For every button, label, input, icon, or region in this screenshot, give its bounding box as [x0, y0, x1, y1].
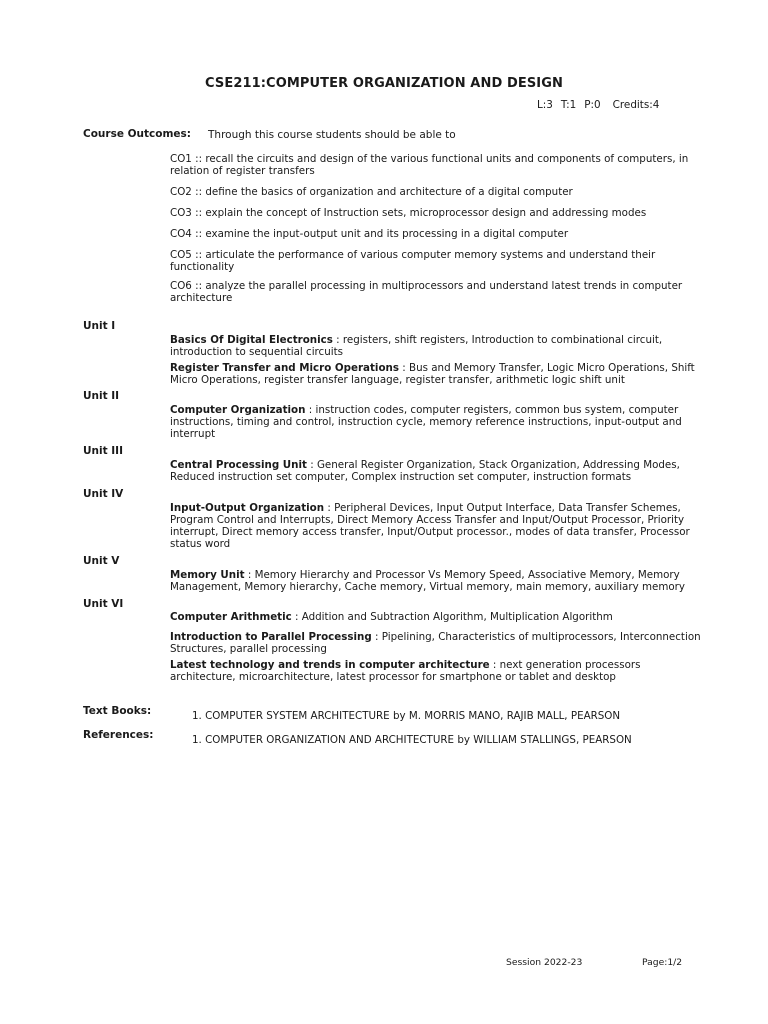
course-title: CSE211:COMPUTER ORGANIZATION AND DESIGN	[205, 76, 563, 91]
topic-heading: Computer Organization	[170, 404, 306, 416]
unit-label: Unit III	[83, 445, 123, 457]
topic-text: : Memory Hierarchy and Processor Vs Memory Speed, Associative Memory, Memory Management, Memory hierarchy, Cache memory, Virtual memory, main memory, auxiliary memory	[170, 569, 685, 593]
lecture-hours: L:3	[537, 99, 553, 111]
unit-label: Unit II	[83, 390, 120, 402]
topic-block	[170, 362, 705, 386]
credit-count: Credits:4	[612, 99, 660, 111]
topic-text: : Pipelining, Characteristics of multiprocessors, Interconnection Structures, parallel processing	[170, 631, 701, 655]
unit-label: Unit IV	[83, 488, 124, 500]
topic-block	[170, 611, 705, 623]
page-number: Page:1/2	[642, 957, 683, 968]
topic-text: : instruction codes, computer registers, common bus system, computer instructions, timing and control, instruction cycle, memory reference instructions, input-output and interrupt	[170, 404, 682, 440]
topic-text: : next generation processors architecture, microarchitecture, latest processor for smartphone or tablet and desktop	[170, 659, 641, 683]
reference-item: 1. COMPUTER ORGANIZATION AND ARCHITECTURE by WILLIAM STALLINGS, PEARSON	[192, 734, 632, 746]
references-label: References:	[83, 729, 154, 741]
topic-text: : Peripheral Devices, Input Output Interface, Data Transfer Schemes, Program Control and Interrupts, Direct Memory Access Transfer and Input/Output Processor, Priority interrupt, Direct memory access transfer, Input/Output processor., modes of data transfer, Processor status word	[170, 502, 690, 550]
course-outcomes-intro: Through this course students should be able to	[208, 129, 456, 141]
session-label: Session 2022-23	[506, 957, 583, 968]
topic-block	[170, 404, 705, 440]
course-outcome-item: CO3 :: explain the concept of Instruction sets, microprocessor design and addressing modes	[170, 207, 647, 219]
topic-block	[170, 459, 705, 483]
unit-label: Unit I	[83, 320, 116, 332]
topic-heading: Computer Arithmetic	[170, 611, 292, 623]
topic-text: : registers, shift registers, Introduction to combinational circuit, introduction to sequential circuits	[170, 334, 663, 358]
topic-text: : Bus and Memory Transfer, Logic Micro Operations, Shift Micro Operations, register transfer language, register transfer, arithmetic logic shift unit	[170, 362, 695, 386]
course-outcomes-label: Course Outcomes:	[83, 128, 191, 140]
text-book-item: 1. COMPUTER SYSTEM ARCHITECTURE by M. MORRIS MANO, RAJIB MALL, PEARSON	[192, 710, 621, 722]
topic-heading: Memory Unit	[170, 569, 245, 581]
topic-text: : General Register Organization, Stack Organization, Addressing Modes, Reduced instruction set computer, Complex instruction set computer, instruction formats	[170, 459, 680, 483]
topic-heading: Latest technology and trends in computer architecture	[170, 659, 490, 671]
topic-heading: Introduction to Parallel Processing	[170, 631, 372, 643]
practical-hours: P:0	[584, 99, 601, 111]
topic-block	[170, 334, 705, 358]
topic-block	[170, 502, 705, 550]
topic-block	[170, 631, 705, 655]
course-outcome-item: CO1 :: recall the circuits and design of the various functional units and components of computers, in relation of register transfers	[170, 153, 689, 177]
unit-label: Unit VI	[83, 598, 124, 610]
topic-block	[170, 659, 705, 683]
course-outcome-item: CO4 :: examine the input-output unit and its processing in a digital computer	[170, 228, 569, 240]
unit-label: Unit V	[83, 555, 120, 567]
topic-text: : Addition and Subtraction Algorithm, Multiplication Algorithm	[291, 611, 613, 623]
topic-heading: Central Processing Unit	[170, 459, 307, 471]
text-books-label: Text Books:	[83, 705, 152, 717]
course-outcome-item: CO6 :: analyze the parallel processing in multiprocessors and understand latest trends in computer architecture	[170, 280, 683, 304]
topic-heading: Input-Output Organization	[170, 502, 325, 514]
topic-heading: Register Transfer and Micro Operations	[170, 362, 399, 374]
topic-block	[170, 569, 705, 593]
course-outcome-item: CO5 :: articulate the performance of various computer memory systems and understand their functionality	[170, 249, 656, 273]
tutorial-hours: T:1	[560, 99, 577, 111]
topic-heading: Basics Of Digital Electronics	[170, 334, 333, 346]
credits-line	[537, 99, 659, 111]
course-outcome-item: CO2 :: define the basics of organization and architecture of a digital computer	[170, 186, 573, 198]
